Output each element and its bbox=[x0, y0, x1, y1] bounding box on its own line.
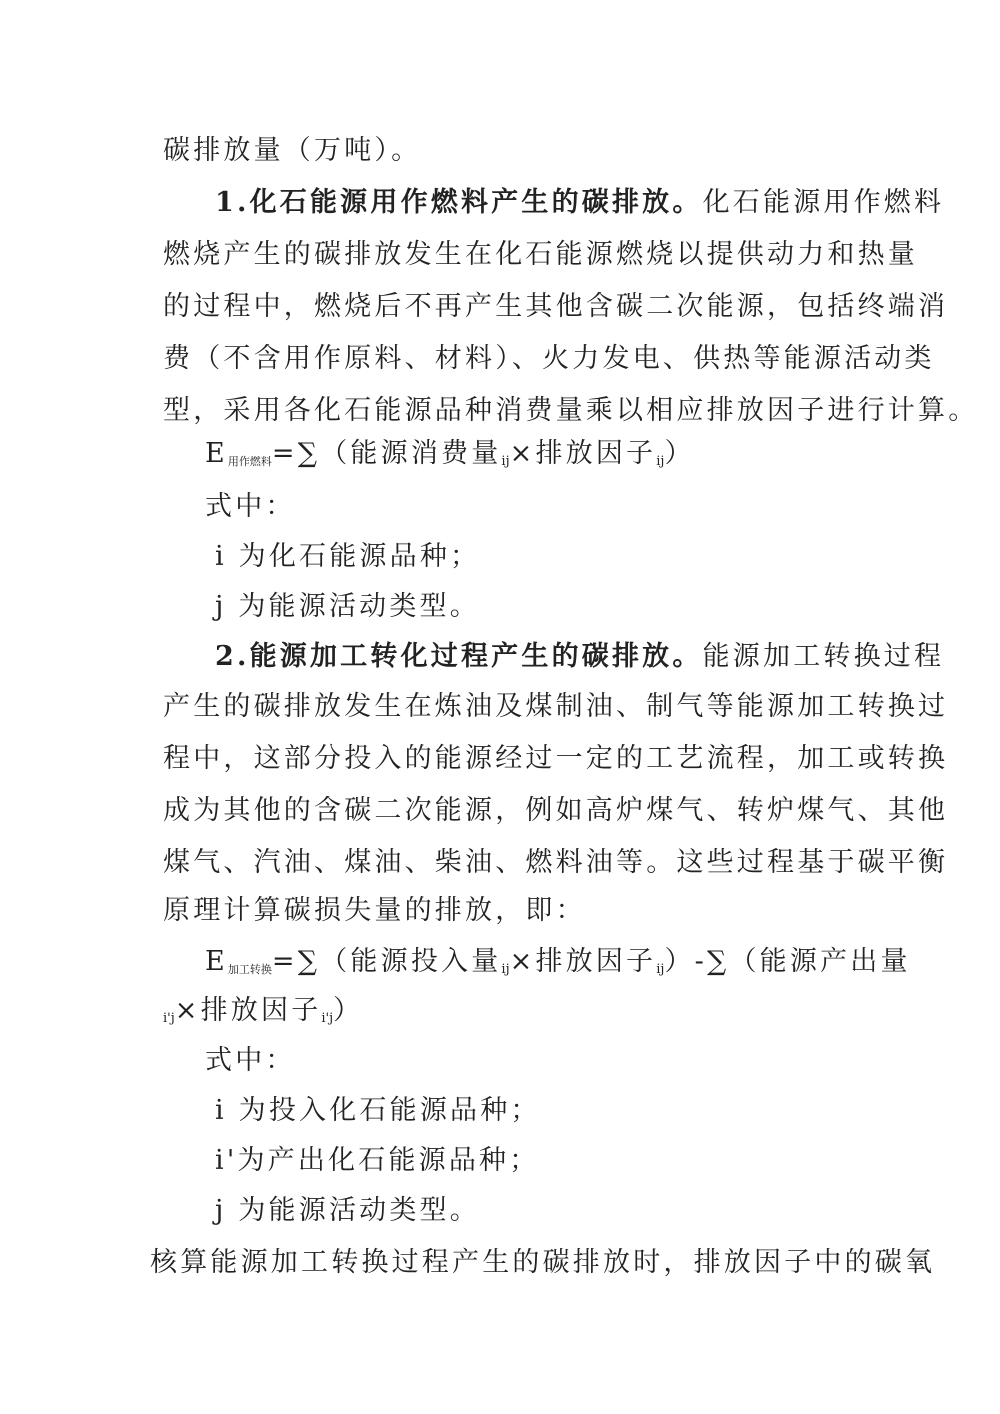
definition-line: j 为能源活动类型。 bbox=[215, 591, 480, 622]
formula-rhs: =∑（能源消费量 bbox=[271, 438, 502, 469]
section1-heading: 1.化石能源用作燃料产生的碳排放。 bbox=[215, 187, 703, 218]
definition-line: i 为化石能源品种； bbox=[215, 541, 481, 572]
paragraph-line: 费（不含用作原料、材料）、火力发电、供热等能源活动类 bbox=[163, 343, 935, 374]
section2-heading: 2.能源加工转化过程产生的碳排放。 bbox=[215, 641, 703, 672]
paragraph-line: 碳排放量（万吨）。 bbox=[163, 135, 422, 166]
formula-subscript: i'j bbox=[163, 1011, 175, 1026]
formula-fuel bbox=[205, 437, 853, 479]
paragraph-line: 程中，这部分投入的能源经过一定的工艺流程，加工或转换 bbox=[163, 743, 949, 774]
formula-subscript: ij bbox=[656, 454, 665, 469]
formula-processing-continued bbox=[163, 994, 853, 1036]
formula-rhs: ）-∑（能源产出量 bbox=[664, 946, 911, 977]
paragraph-line: 原理计算碳损失量的排放，即： bbox=[163, 895, 586, 926]
definition-line: j 为能源活动类型。 bbox=[215, 1195, 480, 1226]
section2-first-line bbox=[215, 640, 945, 674]
formula-rhs: ） bbox=[664, 438, 695, 469]
formula-rhs: ×排放因子 bbox=[509, 946, 657, 977]
definition-line: i 为投入化石能源品种； bbox=[215, 1095, 541, 1126]
paragraph-line: 成为其他的含碳二次能源，例如高炉煤气、转炉煤气、其他 bbox=[163, 795, 949, 826]
paragraph-line: 燃烧产生的碳排放发生在化石能源燃烧以提供动力和热量 bbox=[163, 239, 918, 270]
formula-lhs-subscript: 用作燃料 bbox=[227, 455, 272, 468]
paragraph-line: 煤气、汽油、煤油、柴油、燃料油等。这些过程基于碳平衡 bbox=[163, 847, 949, 878]
formula-processing bbox=[205, 945, 911, 987]
formula-subscript: ij bbox=[656, 962, 665, 977]
formula-lhs: E bbox=[205, 946, 228, 977]
paragraph-line: 的过程中，燃烧后不再产生其他含碳二次能源，包括终端消 bbox=[163, 291, 949, 322]
paragraph-line: 产生的碳排放发生在炼油及煤制油、制气等能源加工转换过 bbox=[163, 691, 949, 722]
paragraph-line: 型，采用各化石能源品种消费量乘以相应排放因子进行计算。 bbox=[163, 395, 979, 426]
formula-subscript: ij bbox=[501, 962, 510, 977]
formula-rhs: =∑（能源投入量 bbox=[271, 946, 502, 977]
formula-lhs: E bbox=[205, 438, 228, 469]
section1-first-line bbox=[215, 186, 945, 220]
where-label: 式中： bbox=[205, 1045, 296, 1076]
formula-rhs: ×排放因子 bbox=[509, 438, 657, 469]
formula-subscript: i'j bbox=[321, 1011, 334, 1026]
formula-rhs: ×排放因子 bbox=[174, 995, 322, 1026]
section1-text: 化石能源用作燃料 bbox=[702, 187, 945, 218]
section2-text: 能源加工转换过程 bbox=[702, 641, 945, 672]
formula-subscript: ij bbox=[501, 454, 510, 469]
paragraph-line: 核算能源加工转换过程产生的碳排放时，排放因子中的碳氧 bbox=[150, 1247, 936, 1278]
definition-line: i'为产出化石能源品种； bbox=[215, 1145, 540, 1176]
formula-lhs-subscript: 加工转换 bbox=[227, 963, 272, 976]
where-label: 式中： bbox=[205, 491, 296, 522]
formula-rhs: ） bbox=[333, 995, 364, 1026]
